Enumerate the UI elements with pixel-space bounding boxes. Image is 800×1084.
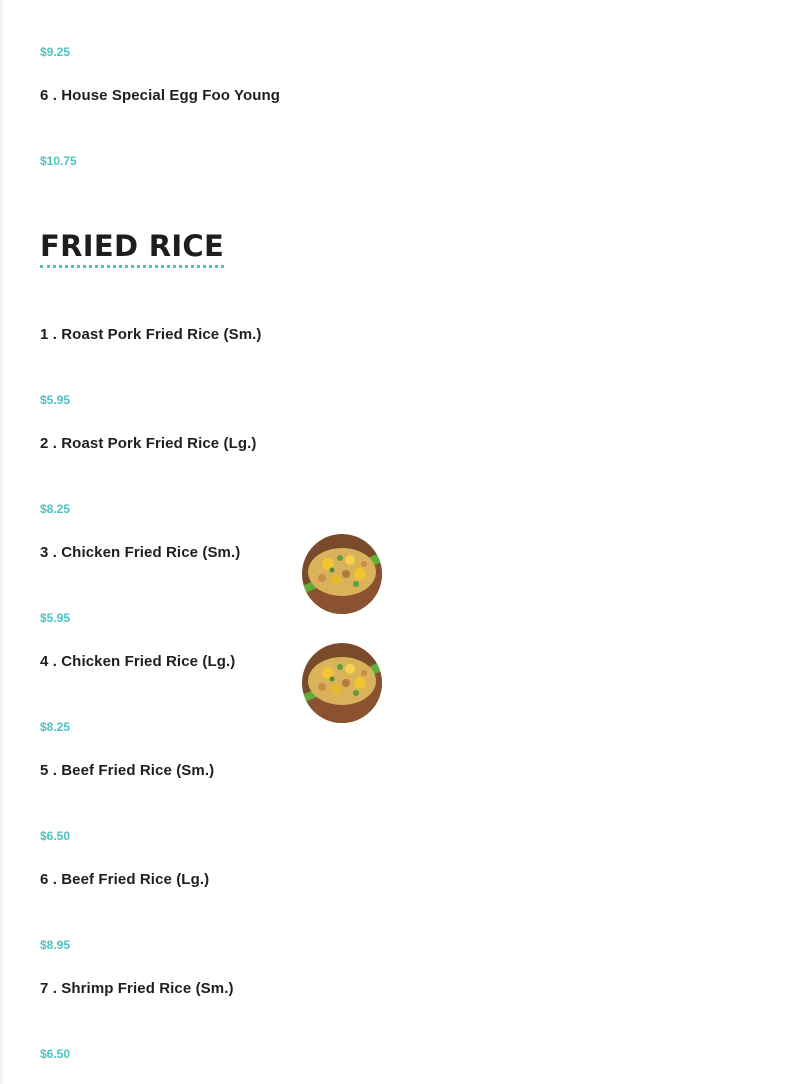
page-left-border	[0, 0, 3, 1084]
item-price: $8.95	[40, 938, 71, 952]
item-name[interactable]: 3 . Chicken Fried Rice (Sm.)	[40, 544, 241, 561]
item-name[interactable]: 2 . Roast Pork Fried Rice (Lg.)	[40, 435, 257, 452]
item-name[interactable]: 5 . Beef Fried Rice (Sm.)	[40, 762, 215, 779]
fried-rice-photo[interactable]	[302, 534, 382, 614]
fried-rice-photo[interactable]	[302, 643, 382, 723]
item-price: $8.25	[40, 720, 71, 734]
item-name[interactable]: 1 . Roast Pork Fried Rice (Sm.)	[40, 326, 262, 343]
item-price: $10.75	[40, 154, 77, 168]
item-name[interactable]: 6 . Beef Fried Rice (Lg.)	[40, 871, 210, 888]
item-name[interactable]: 7 . Shrimp Fried Rice (Sm.)	[40, 980, 234, 997]
item-price: $6.50	[40, 829, 71, 843]
item-price: $6.50	[40, 1047, 71, 1061]
item-price: $8.25	[40, 502, 71, 516]
section-title-fried-rice: FRIED RICE	[40, 229, 224, 268]
item-name[interactable]: 4 . Chicken Fried Rice (Lg.)	[40, 653, 236, 670]
item-price: $5.95	[40, 611, 71, 625]
item-price: $9.25	[40, 45, 71, 59]
item-price: $5.95	[40, 393, 71, 407]
item-name[interactable]: 6 . House Special Egg Foo Young	[40, 87, 281, 104]
